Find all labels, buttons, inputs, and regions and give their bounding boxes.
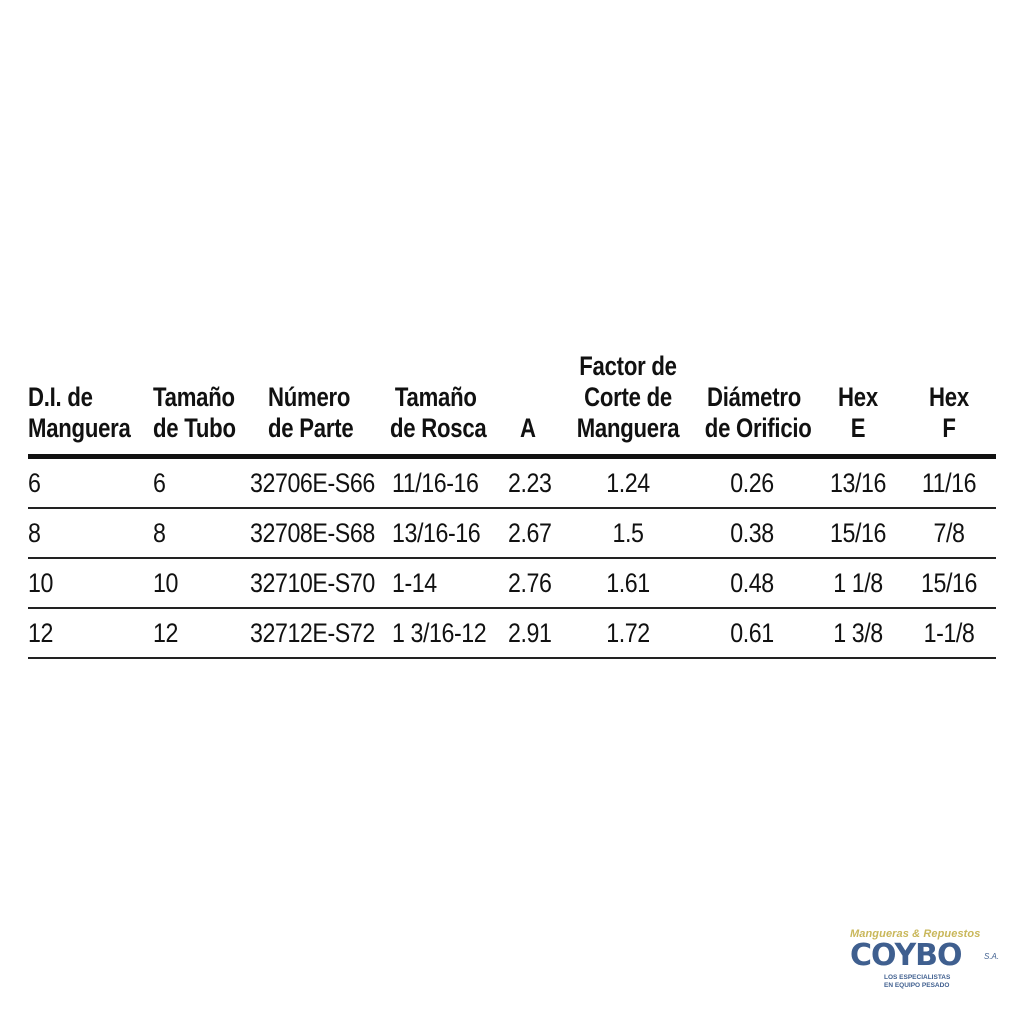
cell-thread-size: 1-14 [392,568,437,598]
header-part-number [268,382,353,444]
cell-cut-factor: 1.72 [606,618,650,648]
header-text: Manguera [576,413,680,443]
cell-hose-id: 8 [28,518,41,548]
cell-thread-size: 11/16-16 [392,468,479,498]
cell-part-number: 32708E-S68 [250,518,375,548]
cell-a: 2.91 [508,618,552,648]
header-hex-e [825,382,891,444]
cell-tube-size: 10 [153,568,178,598]
cell-hex-e: 1 1/8 [833,568,883,598]
cell-part-number: 32712E-S72 [250,618,375,648]
logo-tagline: Mangueras & Repuestos [850,928,981,940]
header-hose-id [28,382,131,444]
logo-suffix: S.A. [984,952,1000,961]
header-text: de Orificio [704,413,812,443]
header-text: Tamaño [153,382,235,412]
header-text: Número [268,382,351,412]
cell-a: 2.23 [508,468,552,498]
header-text: Diámetro [706,382,801,412]
cell-part-number: 32706E-S66 [250,468,375,498]
header-text: de Rosca [390,413,487,443]
header-text: de Tubo [153,413,236,443]
cell-hex-e: 13/16 [830,468,886,498]
cell-cut-factor: 1.5 [612,518,644,548]
cell-orifice-diameter: 0.26 [730,468,774,498]
header-text: F [942,413,956,443]
cell-orifice-diameter: 0.38 [730,518,774,548]
cell-cut-factor: 1.61 [606,568,650,598]
cell-thread-size: 1 3/16-12 [392,618,487,648]
cell-thread-size: 13/16-16 [392,518,481,548]
header-text: A [520,413,536,443]
cell-orifice-diameter: 0.61 [730,618,774,648]
cell-hex-e: 1 3/8 [833,618,883,648]
spec-table [28,350,996,648]
header-text: E [850,413,866,443]
cell-hex-e: 15/16 [830,518,886,548]
header-tube-size [153,382,236,444]
cell-a: 2.67 [508,518,552,548]
cell-hex-f: 15/16 [921,568,977,598]
table-header-row [28,350,996,454]
table-row [28,509,996,559]
cell-hose-id: 10 [28,568,53,598]
header-text: Factor de [579,351,677,381]
header-text: Manguera [28,413,131,443]
company-logo [844,928,1000,1000]
cell-tube-size: 12 [153,618,178,648]
header-cut-factor [576,351,681,444]
cell-hose-id: 6 [28,468,41,498]
cell-a: 2.76 [508,568,552,598]
table-row [28,609,996,659]
cell-part-number: 32710E-S70 [250,568,375,598]
header-text: Corte de [584,382,672,412]
logo-slogan-line: EN EQUIPO PESADO [884,982,950,989]
cell-hex-f: 11/16 [921,468,977,498]
cell-orifice-diameter: 0.48 [730,568,774,598]
header-text: D.I. de [28,382,93,412]
cell-tube-size: 6 [153,468,166,498]
logo-slogan [884,974,950,990]
header-text: de Parte [268,413,354,443]
logo-slogan-line: LOS ESPECIALISTAS [884,974,951,981]
header-orifice-diameter [704,382,812,444]
cell-tube-size: 8 [153,518,166,548]
logo-wordmark: COYBO [850,938,962,973]
cell-hex-f: 1-1/8 [923,618,975,648]
header-text: Hex [929,382,969,412]
header-text: Tamaño [394,382,477,412]
cell-hex-f: 7/8 [933,518,965,548]
cell-cut-factor: 1.24 [606,468,650,498]
cell-hose-id: 12 [28,618,53,648]
table-row [28,559,996,609]
header-hex-f [915,382,982,444]
header-thread-size [390,382,486,444]
header-text: Hex [838,382,878,412]
table-row [28,459,996,509]
table-body [28,459,996,659]
header-a [520,413,536,444]
